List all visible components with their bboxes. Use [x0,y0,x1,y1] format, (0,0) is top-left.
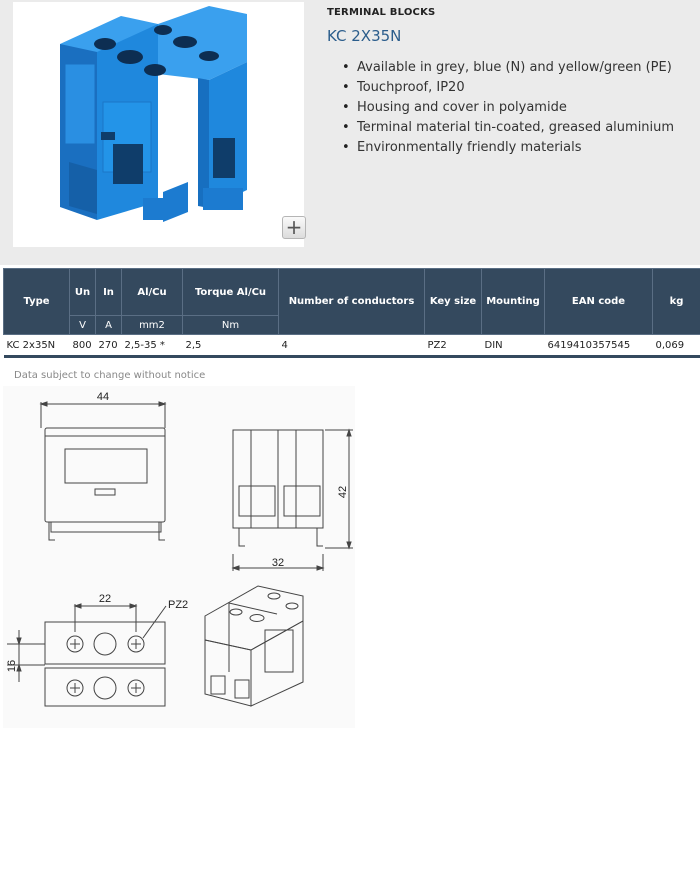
cell-conductors: 4 [279,335,425,357]
dim-spacing-label: 22 [98,593,112,605]
col-header-torque: Torque Al/Cu [183,269,279,316]
col-header-alcu: Al/Cu [122,269,183,316]
unit-v: V [70,316,96,335]
feature-item: • Environmentally friendly materials [340,138,674,158]
dim-depth-label: 32 [271,557,285,569]
product-title: KC 2X35N [327,27,402,45]
front-view [41,391,165,540]
spec-table [3,268,700,358]
feature-item: • Touchproof, IP20 [340,78,674,98]
unit-mm2: mm2 [122,316,183,335]
unit-a: A [96,316,122,335]
cell-ean: 6419410357545 [545,335,653,357]
col-header-conductors: Number of conductors [279,269,425,335]
side-view [233,430,353,571]
cell-kg: 0,069 [653,335,700,357]
category-label: TERMINAL BLOCKS [327,7,436,18]
col-header-key-size: Key size [425,269,482,335]
dim-row-spacing-label: 16 [6,659,18,673]
isometric-view [205,586,303,706]
cell-un: 800 [70,335,96,357]
cell-mounting: DIN [482,335,545,357]
unit-nm: Nm [183,316,279,335]
technical-drawing [3,386,355,728]
col-header-in: In [96,269,122,316]
col-header-kg: kg [653,269,700,335]
zoom-button[interactable]: + [282,216,306,239]
terminal-block-image [13,2,304,247]
key-size-label: PZ2 [168,599,189,611]
dim-width-label: 44 [96,391,110,403]
cell-type: KC 2x35N [4,335,70,357]
cell-torque: 2,5 [183,335,279,357]
cell-in: 270 [96,335,122,357]
cell-alcu: 2,5-35 * [122,335,183,357]
col-header-mounting: Mounting [482,269,545,335]
feature-list [340,58,674,158]
feature-item: • Housing and cover in polyamide [340,98,674,118]
dim-height-label: 42 [337,485,349,499]
product-header-panel [0,0,700,265]
col-header-un: Un [70,269,96,316]
cell-key-size: PZ2 [425,335,482,357]
disclaimer-note: Data subject to change without notice [14,370,206,381]
feature-item: • Terminal material tin-coated, greased aluminium [340,118,674,138]
top-view [6,593,188,706]
col-header-ean: EAN code [545,269,653,335]
col-header-type: Type [4,269,70,335]
feature-item: • Available in grey, blue (N) and yellow/green (PE) [340,58,674,78]
table-row [4,335,700,357]
product-photo[interactable] [13,2,304,247]
